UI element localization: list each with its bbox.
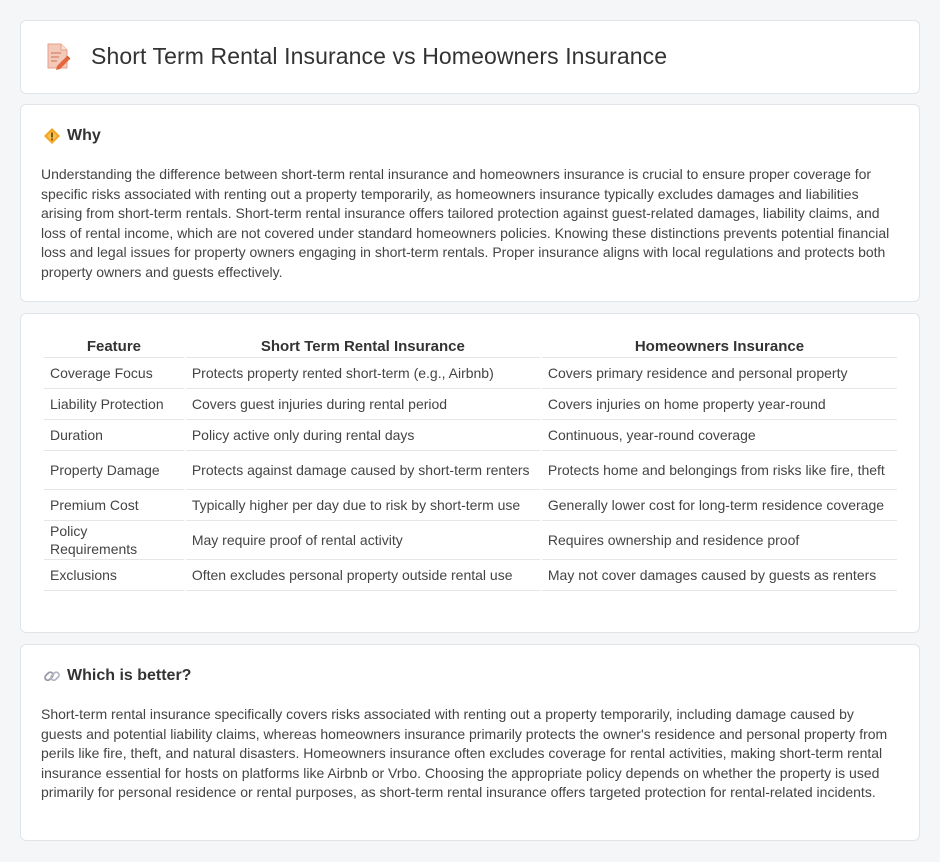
- short-term-cell: Often excludes personal property outside rental use: [186, 560, 540, 591]
- better-section-header: [43, 667, 191, 685]
- feature-cell: Coverage Focus: [44, 358, 184, 389]
- better-body: Short-term rental insurance specifically covers risks associated with renting out a property temporarily, including damage caused by guests and potential liability claims, whereas homeowners insurance primarily protects the owner's residence and personal property from perils like fire, theft, and natural disasters. Homeowners insurance often excludes coverage for rental activities, making short-term rental insurance essential for hosts on platforms like Airbnb or Vrbo. Choosing the appropriate policy depends on whether the property is used primarily for personal residence or rental purposes, as short-term rental insurance offers targeted protection for rental-related incidents.: [41, 706, 888, 800]
- table-row: [44, 420, 897, 451]
- homeowners-cell: Requires ownership and residence proof: [542, 521, 897, 560]
- header-card: [20, 20, 920, 94]
- feature-cell: Duration: [44, 420, 184, 451]
- page-title: Short Term Rental Insurance vs Homeowners Insurance: [91, 42, 668, 69]
- column-header-short-term: Short Term Rental Insurance: [186, 335, 540, 358]
- better-title: Which is better?: [67, 667, 192, 684]
- homeowners-cell: Covers injuries on home property year-round: [542, 389, 897, 420]
- short-term-cell: Typically higher per day due to risk by short-term use: [186, 490, 540, 521]
- column-header-homeowners: Homeowners Insurance: [542, 335, 897, 358]
- feature-cell: Premium Cost: [44, 490, 184, 521]
- diamond-warning-icon: [43, 127, 61, 145]
- homeowners-cell: May not cover damages caused by guests as renters: [542, 560, 897, 591]
- table-row: [44, 358, 897, 389]
- which-is-better-section: [20, 644, 920, 841]
- feature-cell: Property Damage: [44, 451, 184, 490]
- homeowners-cell: Protects home and belongings from risks like fire, theft: [542, 451, 897, 490]
- feature-cell: Liability Protection: [44, 389, 184, 420]
- table-row: [44, 389, 897, 420]
- page-header: [45, 41, 667, 71]
- homeowners-cell: Generally lower cost for long-term residence coverage: [542, 490, 897, 521]
- why-section-header: [43, 127, 101, 145]
- table-row: [44, 560, 897, 591]
- comparison-card: [20, 313, 920, 633]
- column-header-feature: Feature: [44, 335, 184, 358]
- table-header-row: [44, 335, 897, 358]
- link-icon: [43, 667, 61, 685]
- short-term-cell: Policy active only during rental days: [186, 420, 540, 451]
- homeowners-cell: Covers primary residence and personal property: [542, 358, 897, 389]
- comparison-table: [42, 335, 899, 591]
- why-title: Why: [67, 127, 101, 144]
- short-term-cell: Protects against damage caused by short-term renters: [186, 451, 540, 490]
- feature-cell: Exclusions: [44, 560, 184, 591]
- why-section: [20, 104, 920, 302]
- why-body: Understanding the difference between short-term rental insurance and homeowners insurance is crucial to ensure proper coverage for specific risks associated with renting out a property temporarily, as homeowners insurance typically excludes damages and liabilities arising from short-term rentals. Short-term rental insurance offers tailored protection against guest-related damages, liability claims, and loss of rental income, which are not covered under standard homeowners policies. Knowing these distinctions prevents potential financial loss and legal issues for property owners engaging in short-term rentals. Proper insurance aligns with local regulations and protects both property owners and guests effectively.: [41, 166, 890, 280]
- table-row: [44, 451, 897, 490]
- homeowners-cell: Continuous, year-round coverage: [542, 420, 897, 451]
- table-row: [44, 490, 897, 521]
- table-row: [44, 521, 897, 560]
- short-term-cell: May require proof of rental activity: [186, 521, 540, 560]
- document-edit-icon: [45, 41, 71, 71]
- short-term-cell: Protects property rented short-term (e.g., Airbnb): [186, 358, 540, 389]
- short-term-cell: Covers guest injuries during rental period: [186, 389, 540, 420]
- feature-cell: Policy Requirements: [44, 521, 184, 560]
